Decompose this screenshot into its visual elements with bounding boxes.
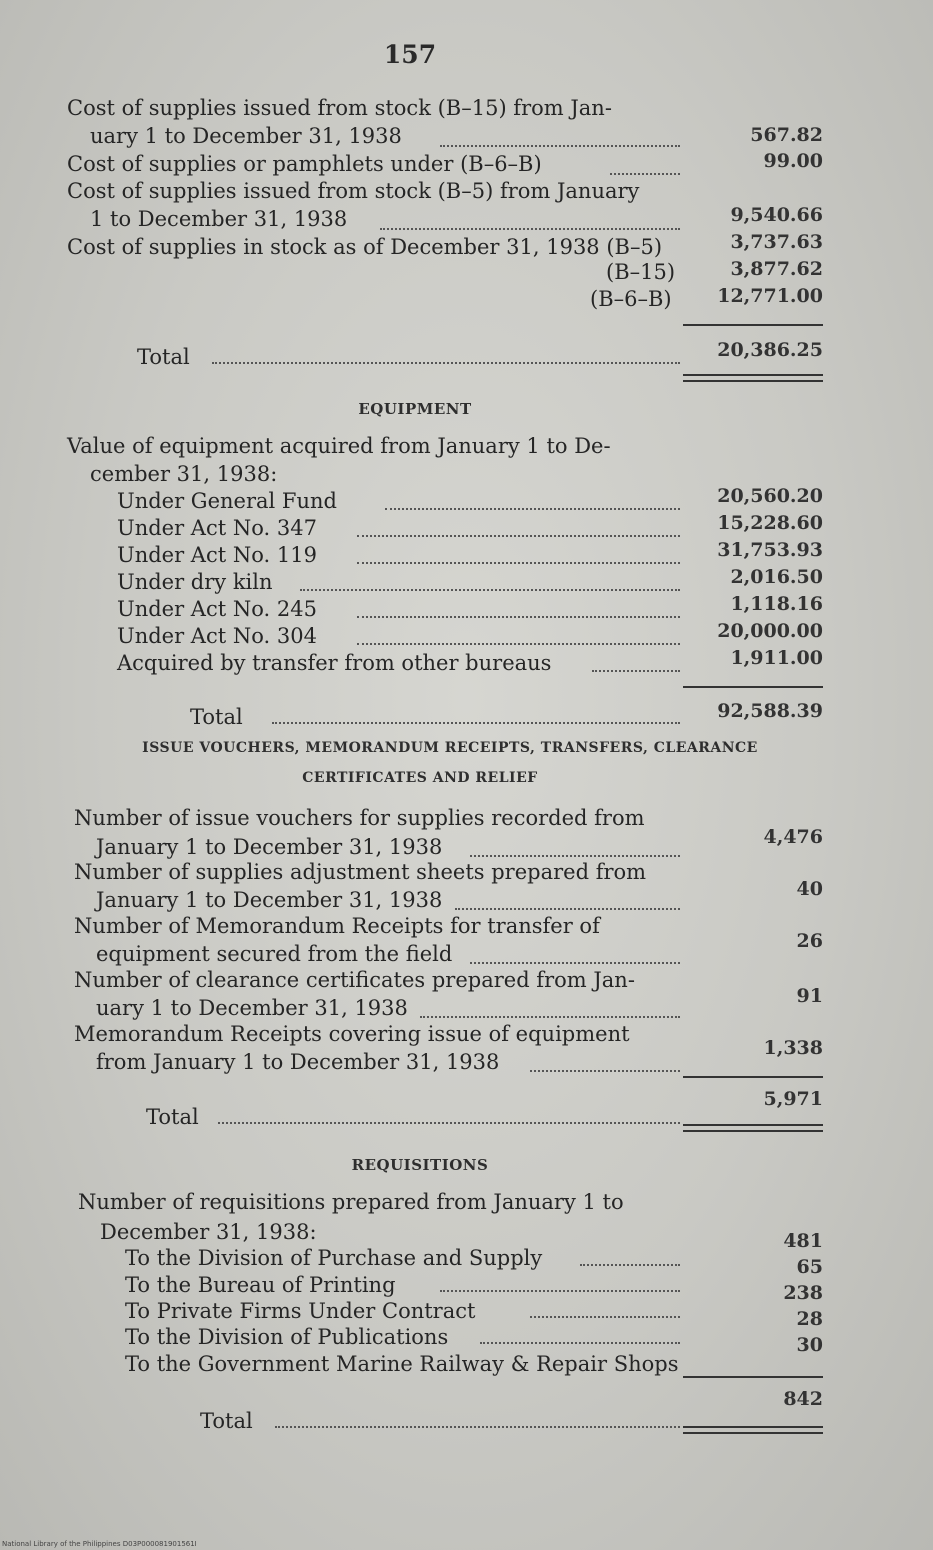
supplies-item-6-amount: 12,771.00 [717, 285, 823, 307]
requisitions-intro-line-2: December 31, 1938: [100, 1220, 317, 1244]
supplies-item-2-amount: 99.00 [763, 150, 823, 172]
leader-dots [530, 1070, 680, 1072]
requisitions-total-label: Total [200, 1409, 253, 1433]
leader-dots [357, 535, 680, 537]
vouchers-item-amount: 91 [796, 985, 823, 1007]
equipment-item-amount: 20,000.00 [717, 620, 823, 642]
vouchers-item-amount: 40 [796, 878, 823, 900]
equipment-item-label: Under Act No. 347 [117, 516, 317, 540]
requisitions-item-amount: 238 [783, 1282, 823, 1304]
vouchers-item-line: uary 1 to December 31, 1938 [96, 996, 408, 1020]
leader-dots [300, 589, 680, 591]
leader-dots [592, 670, 680, 672]
leader-dots [470, 855, 680, 857]
supplies-item-4-amount: 3,737.63 [730, 231, 823, 253]
vouchers-heading-line-1: ISSUE VOUCHERS, MEMORANDUM RECEIPTS, TRANSFERS, CLEARANCE [142, 740, 758, 756]
leader-dots [212, 362, 680, 364]
equipment-item-amount: 20,560.20 [717, 485, 823, 507]
supplies-total-label: Total [137, 345, 190, 369]
vouchers-item-amount: 26 [796, 930, 823, 952]
leader-dots [610, 173, 680, 175]
leader-dots [580, 1264, 680, 1266]
requisitions-total-amount: 842 [783, 1388, 823, 1410]
supplies-item-1-line-2: uary 1 to December 31, 1938 [90, 124, 402, 148]
requisitions-item-label: To the Bureau of Printing [125, 1273, 396, 1297]
vouchers-item-line: January 1 to December 31, 1938 [96, 888, 443, 912]
equipment-item-amount: 2,016.50 [730, 566, 823, 588]
supplies-item-4-line-1: Cost of supplies in stock as of December 31, 1938 (B–5) [67, 235, 663, 259]
subtotal-rule [683, 324, 823, 326]
equipment-item-label: Acquired by transfer from other bureaus [117, 651, 552, 675]
vouchers-item-line: Number of clearance certificates prepared from Jan- [74, 968, 635, 992]
supplies-item-3-amount: 9,540.66 [730, 204, 823, 226]
requisitions-item-amount: 28 [796, 1308, 823, 1330]
equipment-item-label: Under General Fund [117, 489, 337, 513]
vouchers-item-amount: 4,476 [763, 826, 823, 848]
vouchers-item-line: Memorandum Receipts covering issue of equipment [74, 1022, 630, 1046]
requisitions-heading: REQUISITIONS [351, 1156, 489, 1174]
leader-dots [357, 616, 680, 618]
equipment-item-amount: 15,228.60 [717, 512, 823, 534]
subtotal-rule [683, 686, 823, 688]
leader-dots [530, 1316, 680, 1318]
supplies-item-5-amount: 3,877.62 [730, 258, 823, 280]
vouchers-total-label: Total [146, 1105, 199, 1129]
requisitions-item-label: To the Division of Publications [125, 1325, 449, 1349]
leader-dots [272, 722, 680, 724]
requisitions-item-label: To the Government Marine Railway & Repair Shops [125, 1352, 679, 1376]
subtotal-rule [683, 1376, 823, 1378]
supplies-total-amount: 20,386.25 [717, 339, 823, 361]
equipment-item-label: Under Act No. 304 [117, 624, 317, 648]
vouchers-item-amount: 1,338 [763, 1037, 823, 1059]
subtotal-rule [683, 1076, 823, 1078]
leader-dots [380, 228, 680, 230]
requisitions-item-label: To Private Firms Under Contract [125, 1299, 476, 1323]
equipment-heading: EQUIPMENT [358, 400, 472, 418]
equipment-item-label: Under Act No. 245 [117, 597, 317, 621]
leader-dots [440, 1290, 680, 1292]
vouchers-item-line: Number of supplies adjustment sheets prepared from [74, 860, 647, 884]
equipment-intro-line-2: cember 31, 1938: [90, 462, 278, 486]
leader-dots [440, 145, 680, 147]
equipment-item-amount: 31,753.93 [717, 539, 823, 561]
requisitions-item-amount: 65 [796, 1256, 823, 1278]
equipment-intro-line-1: Value of equipment acquired from January 1 to De- [67, 434, 611, 458]
vouchers-item-line: from January 1 to December 31, 1938 [96, 1050, 500, 1074]
supplies-item-1-line-1: Cost of supplies issued from stock (B–15) from Jan- [67, 96, 612, 120]
supplies-item-3-line-2: 1 to December 31, 1938 [90, 207, 348, 231]
supplies-item-1-amount: 567.82 [750, 124, 823, 146]
supplies-item-6-line-1: (B–6–B) [590, 287, 672, 311]
leader-dots [385, 508, 680, 510]
vouchers-item-line: equipment secured from the field [96, 942, 453, 966]
vouchers-item-line: January 1 to December 31, 1938 [96, 835, 443, 859]
leader-dots [470, 962, 680, 964]
total-double-rule [683, 1124, 823, 1132]
vouchers-item-line: Number of issue vouchers for supplies recorded from [74, 806, 645, 830]
requisitions-item-label: To the Division of Purchase and Supply [125, 1246, 543, 1270]
supplies-item-3-line-1: Cost of supplies issued from stock (B–5) from January [67, 179, 640, 203]
equipment-item-label: Under dry kiln [117, 570, 273, 594]
requisitions-item-amount: 30 [796, 1334, 823, 1356]
leader-dots [218, 1122, 680, 1124]
scan-footer: National Library of the Philippines D03P000081901561I [2, 1540, 197, 1548]
equipment-total-amount: 92,588.39 [717, 700, 823, 722]
vouchers-total-amount: 5,971 [763, 1088, 823, 1110]
leader-dots [480, 1342, 680, 1344]
equipment-item-label: Under Act No. 119 [117, 543, 317, 567]
supplies-item-5-line-1: (B–15) [606, 260, 676, 284]
vouchers-heading-line-2: CERTIFICATES AND RELIEF [302, 770, 538, 786]
requisitions-intro-line-1: Number of requisitions prepared from January 1 to [78, 1190, 624, 1214]
equipment-item-amount: 1,118.16 [730, 593, 823, 615]
total-double-rule [683, 1426, 823, 1434]
supplies-item-2-line-1: Cost of supplies or pamphlets under (B–6–B) [67, 152, 542, 176]
leader-dots [455, 908, 680, 910]
page-number: 157 [383, 40, 437, 69]
requisitions-item-amount: 481 [783, 1230, 823, 1252]
leader-dots [357, 643, 680, 645]
leader-dots [420, 1016, 680, 1018]
total-double-rule [683, 374, 823, 382]
leader-dots [357, 562, 680, 564]
equipment-item-amount: 1,911.00 [730, 647, 823, 669]
equipment-total-label: Total [190, 705, 243, 729]
vouchers-item-line: Number of Memorandum Receipts for transfer of [74, 914, 600, 938]
leader-dots [275, 1426, 680, 1428]
